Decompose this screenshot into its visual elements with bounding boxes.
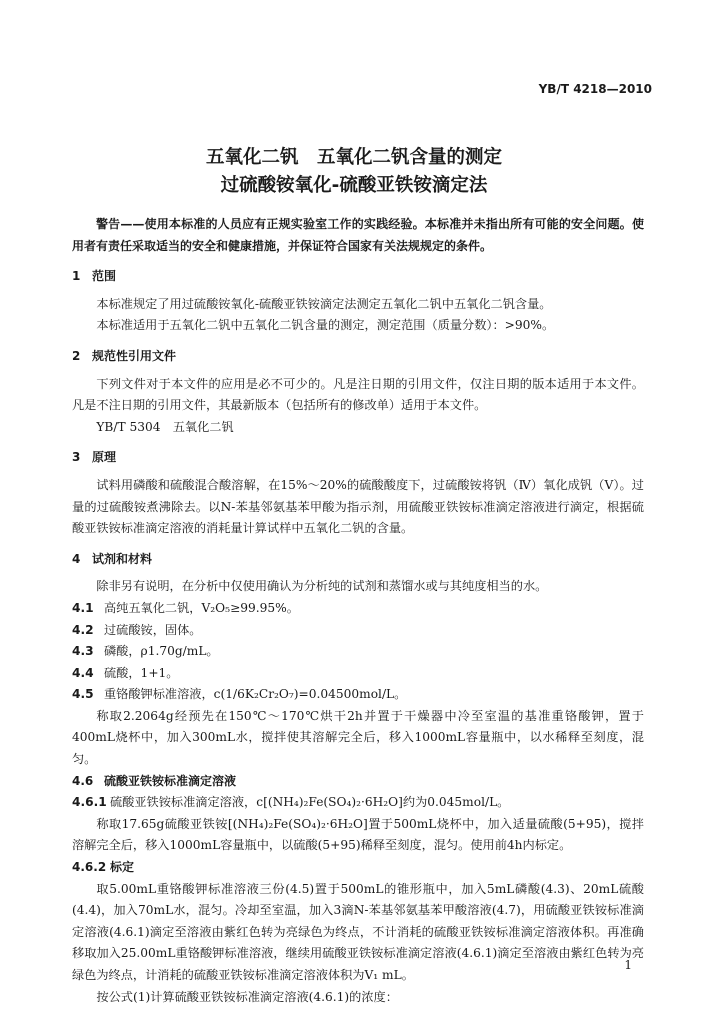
reagent-item bbox=[72, 641, 644, 663]
section-title: 试剂和材料 bbox=[92, 551, 153, 566]
item-text: 磷酸，ρ1.70g/mL。 bbox=[104, 644, 219, 659]
title-line-2: 过硫酸铵氧化-硫酸亚铁铵滴定法 bbox=[220, 175, 488, 196]
reagent-item bbox=[72, 620, 644, 642]
paragraph: 称取17.65g硫酸亚铁铵[(NH₄)₂Fe(SO₄)₂·6H₂O]置于500mL烧杯中，加入适量硫酸(5+95)，搅拌溶解完全后，移入1000mL容量瓶中，以硫酸(5+95)稀释至刻度，混匀。使用前4h内标定。 bbox=[72, 816, 644, 853]
item-number: 4.6 bbox=[72, 773, 94, 788]
document-title bbox=[0, 144, 708, 200]
paragraph: 除非另有说明，在分析中仅使用确认为分析纯的试剂和蒸馏水或与其纯度相当的水。 bbox=[96, 579, 548, 594]
section-heading-2 bbox=[72, 346, 644, 368]
item-text: 重铬酸钾标准溶液，c(1/6K₂Cr₂O₇)=0.04500mol/L。 bbox=[104, 687, 407, 702]
item-number: 4.6.1 bbox=[72, 795, 107, 810]
section-heading-1 bbox=[72, 266, 644, 288]
paragraph: 取5.00mL重铬酸钾标准溶液三份(4.5)置于500mL的锥形瓶中，加入5mL磷酸(4.3)、20mL硫酸(4.4)，加入70mL水，混匀。冷却至室温，加入3滴N-苯基邻氨基苯甲酸溶液(4.7)，用硫酸亚铁铵标准滴定溶液(4.6.1)滴定至溶液由紫红色转为亮绿色为终点，不计消耗的硫酸亚铁铵标准滴定溶液体积。再准确移取加入25.00mL重铬酸钾标准溶液，继续用硫酸亚铁铵标准滴定溶液(4.6.1)滴定至溶液由紫红色转为亮绿色为终点，计消耗的硫酸亚铁铵标准滴定溶液体积为V₁ mL。 bbox=[72, 881, 644, 982]
page-number: 1 bbox=[624, 958, 632, 972]
paragraph: 本标准规定了用过硫酸铵氧化-硫酸亚铁铵滴定法测定五氧化二钒中五氧化二钒含量。 bbox=[96, 296, 552, 311]
subsection-heading-4-6 bbox=[72, 771, 644, 793]
section-number: 4 bbox=[72, 551, 81, 566]
paragraph: 按公式(1)计算硫酸亚铁铵标准滴定溶液(4.6.1)的浓度： bbox=[96, 989, 398, 1004]
item-number: 4.6.2 bbox=[72, 860, 107, 875]
section-number: 1 bbox=[72, 269, 81, 284]
item-number: 4.3 bbox=[72, 644, 94, 659]
title-line-1: 五氧化二钒 五氧化二钒含量的测定 bbox=[205, 147, 502, 168]
section-title: 规范性引用文件 bbox=[92, 348, 177, 363]
reagent-item bbox=[72, 684, 644, 706]
standard-code: YB/T 4218—2010 bbox=[538, 82, 652, 96]
section-heading-4 bbox=[72, 549, 644, 571]
reagent-item bbox=[72, 792, 644, 814]
item-text: 硫酸，1+1。 bbox=[104, 665, 179, 680]
item-number: 4.2 bbox=[72, 622, 94, 637]
reagent-item bbox=[72, 598, 644, 620]
paragraph: 下列文件对于本文件的应用是必不可少的。凡是注日期的引用文件，仅注日期的版本适用于本文件。凡是不注日期的引用文件，其最新版本（包括所有的修改单）适用于本文件。 bbox=[72, 376, 644, 413]
item-number: 4.5 bbox=[72, 687, 94, 702]
warning-paragraph: 警告——使用本标准的人员应有正规实验室工作的实践经验。本标准并未指出所有可能的安全问题。使用者有责任采取适当的安全和健康措施，并保证符合国家有关法规规定的条件。 bbox=[72, 217, 644, 253]
item-text: 硫酸亚铁铵标准滴定溶液，c[(NH₄)₂Fe(SO₄)₂·6H₂O]约为0.045mol/L。 bbox=[110, 795, 510, 810]
subsection-title: 标定 bbox=[110, 860, 135, 875]
paragraph: 本标准适用于五氧化二钒中五氧化二钒含量的测定，测定范围（质量分数）：>90%。 bbox=[96, 318, 555, 333]
item-text: 高纯五氧化二钒，V₂O₅≥99.95%。 bbox=[104, 600, 299, 615]
subsection-title: 硫酸亚铁铵标准滴定溶液 bbox=[104, 773, 237, 788]
section-title: 范围 bbox=[92, 269, 117, 284]
document-body bbox=[72, 214, 644, 1008]
section-number: 2 bbox=[72, 348, 81, 363]
item-number: 4.4 bbox=[72, 665, 94, 680]
item-text: 过硫酸铵，固体。 bbox=[104, 622, 202, 637]
section-number: 3 bbox=[72, 450, 81, 465]
reagent-item bbox=[72, 663, 644, 685]
reference-item: YB/T 5304 五氧化二钒 bbox=[96, 419, 234, 434]
paragraph: 称取2.2064g经预先在150℃～170℃烘干2h并置于干燥器中冷至室温的基准重铬酸钾，置于400mL烧杯中，加入300mL水，搅拌使其溶解完全后，移入1000mL容量瓶中，以水稀释至刻度，混匀。 bbox=[72, 708, 644, 767]
section-title: 原理 bbox=[92, 450, 117, 465]
paragraph: 试料用磷酸和硫酸混合酸溶解，在15%～20%的硫酸酸度下，过硫酸铵将钒（Ⅳ）氧化成钒（Ⅴ）。过量的过硫酸铵煮沸除去。以N-苯基邻氨基苯甲酸为指示剂，用硫酸亚铁铵标准滴定溶液进行滴定，根据硫酸亚铁铵标准滴定溶液的消耗量计算试样中五氧化二钒的含量。 bbox=[72, 477, 644, 536]
section-heading-3 bbox=[72, 447, 644, 469]
subsection-heading-4-6-2 bbox=[72, 857, 644, 879]
item-number: 4.1 bbox=[72, 600, 94, 615]
